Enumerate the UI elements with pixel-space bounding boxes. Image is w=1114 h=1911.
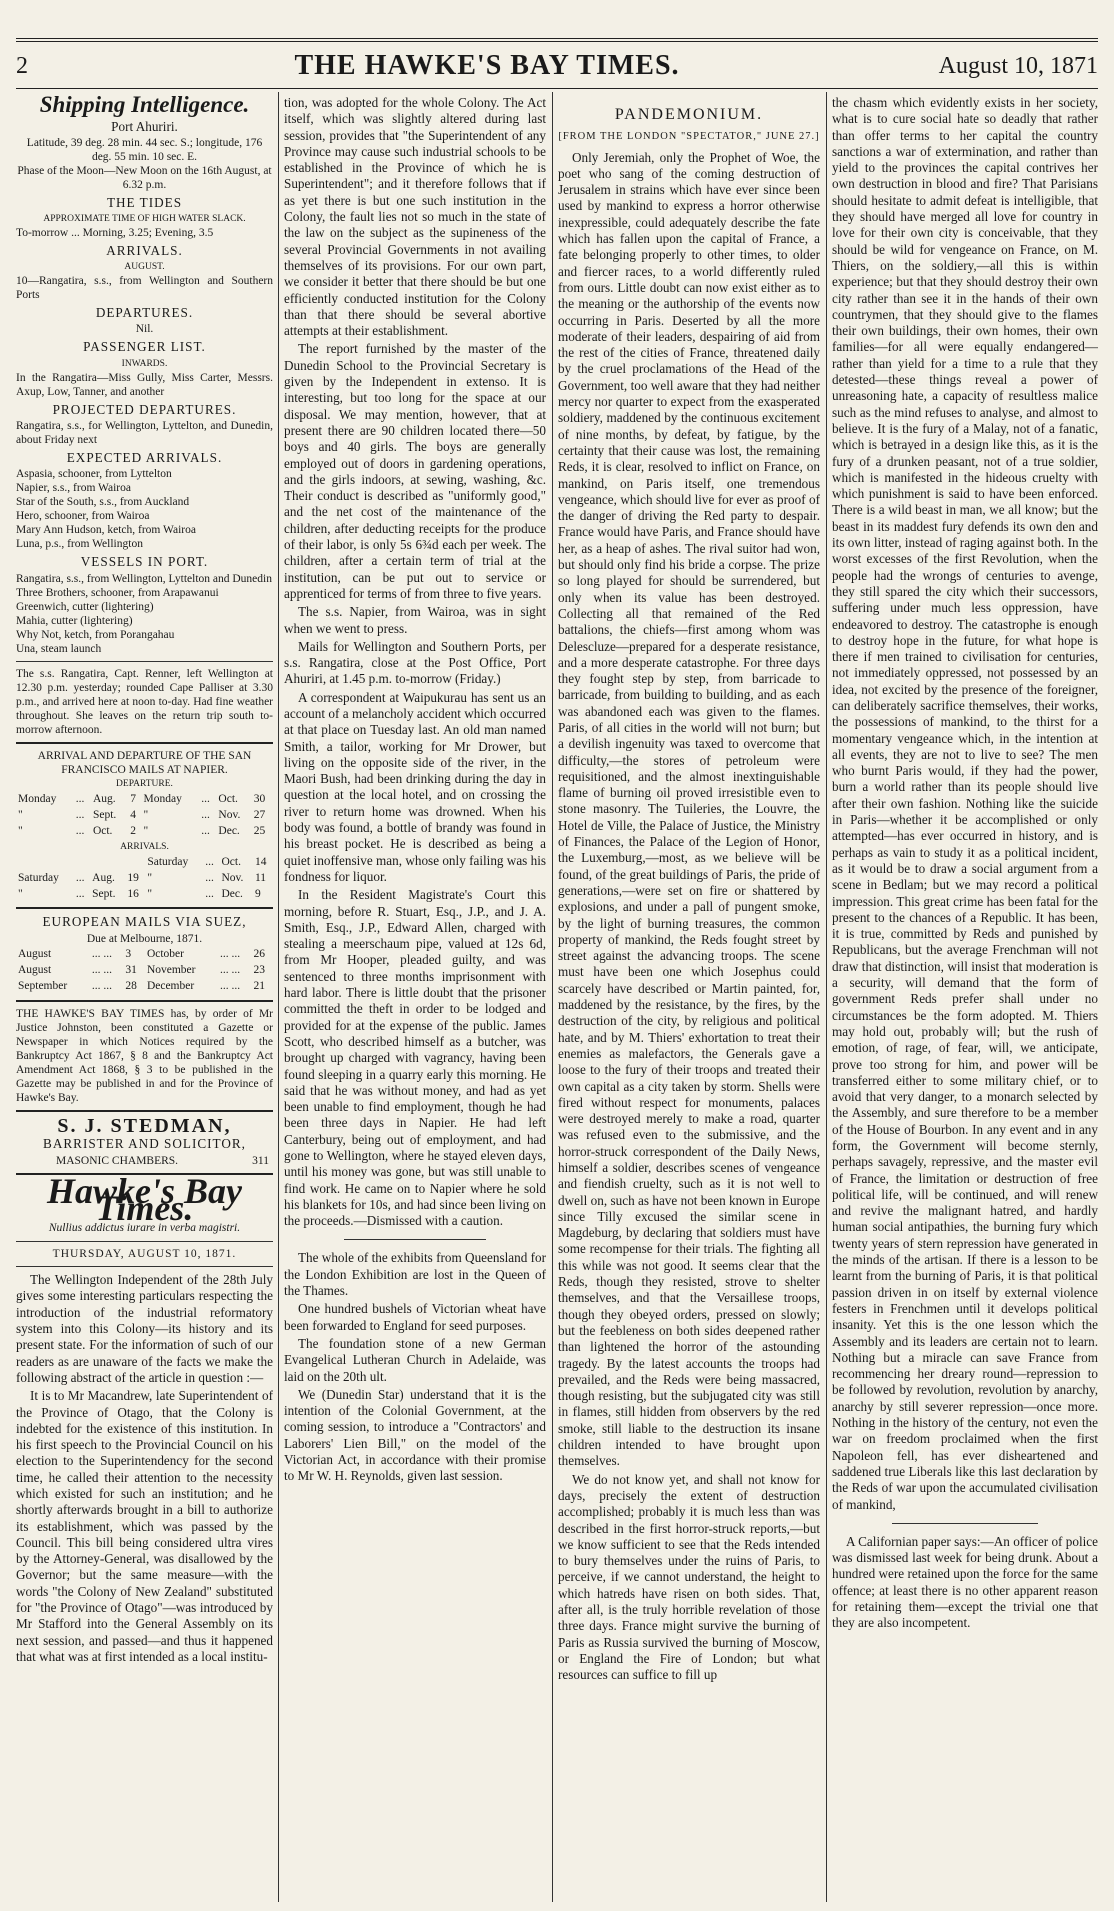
cell: 28	[125, 980, 137, 993]
chambers-label: MASONIC CHAMBERS.	[56, 1155, 179, 1168]
cell: "	[147, 871, 153, 884]
divider	[892, 1523, 1038, 1524]
expected-item: Mary Ann Hudson, ketch, from Wairoa	[16, 524, 196, 537]
paragraph: The whole of the exhibits from Queensland for the London Exhibition are lost in the Queen of the Thames.	[284, 1250, 546, 1299]
table-row	[16, 870, 273, 886]
cell: ... ...	[219, 947, 241, 960]
cell: ... ...	[91, 980, 113, 993]
table-row	[16, 791, 273, 807]
shipping-heading: Shipping Intelligence.	[39, 95, 250, 117]
cell: 7	[130, 792, 136, 805]
expected-item: Luna, p.s., from Wellington	[16, 538, 143, 551]
cell: 23	[253, 964, 265, 977]
table-row	[16, 962, 273, 978]
cell: Oct.	[92, 825, 113, 838]
departure-label: DEPARTURE.	[116, 778, 173, 789]
cell: Dec.	[221, 888, 243, 901]
table-row	[16, 807, 273, 823]
cell: 25	[253, 825, 266, 838]
paragraph: tion, was adopted for the whole Colony. The Act itself, which was slightly altered during last session, provides that "the Superintendent of any Province may cause such industrial schools to be established in the Province of which he is Superintendent"; and it therefore follows that if as yet there is but one such institution in the Colony, the fault lies not so much in the state of the law on the subject as the supineness of the several Provincial Governments in not availing themselves of its provisions. For our own part, we consider it better that there should be but one efficiently conducted institution for the Colony than that there should be several abortive attempts at their establishment.	[284, 95, 546, 339]
port-name: Port Ahuriri.	[111, 119, 178, 135]
tides-times: To-morrow ... Morning, 3.25; Evening, 3.5	[16, 226, 214, 239]
cell: 16	[127, 888, 139, 901]
cell: "	[147, 888, 153, 901]
expected-item: Aspasia, schooner, from Lyttelton	[16, 468, 172, 481]
arrivals-heading: ARRIVALS.	[106, 242, 183, 258]
cell: ...	[75, 808, 85, 821]
column-divider	[826, 92, 827, 1902]
cell: 19	[127, 871, 139, 884]
cell: ...	[201, 825, 210, 838]
divider	[344, 1239, 486, 1240]
cell: 31	[125, 964, 137, 977]
cell: November	[146, 964, 196, 977]
cell: ...	[201, 792, 210, 805]
tides-heading: THE TIDES	[106, 194, 183, 210]
cell: ... ...	[219, 964, 241, 977]
departures-heading: DEPARTURES.	[95, 305, 194, 321]
vessel-item: Why Not, ketch, from Porangahau	[16, 628, 175, 641]
cell: "	[18, 808, 23, 821]
cell: 27	[253, 808, 266, 821]
top-rule	[16, 38, 1098, 39]
vessel-item: Mahia, cutter (lightering)	[16, 614, 133, 627]
issue-date: August 10, 1871	[938, 52, 1098, 79]
cell: 11	[254, 871, 267, 884]
cell: 3	[125, 947, 132, 960]
eu-mails-table	[16, 946, 273, 995]
article-title: PANDEMONIUM.	[614, 106, 764, 123]
paragraph: A Californian paper says:—An officer of police was dismissed last week for being drunk. About a hundred were retained upon the force for the same offence; at least there is no other apparent reason for retaining them—except the trivial one that they are also incompetent.	[832, 1533, 1098, 1631]
paragraph: In the Resident Magistrate's Court this morning, before R. Stuart, Esq., J.P., and J. A. Smith, Esq., J.P., Edward Allen, charged with stealing a meerschaum pipe, valued at 12s 6d, from Mr Hooper, pleaded guilty, and was sentenced to three months imprisonment with hard labor. There is little doubt that the prisoner committed the theft in order to be lodged and provided for at the expense of the public. James Scott, who described himself as a butcher, was brought up charged with vagrancy, having been found sleeping in a quarry early this morning. He said that he was without money, and had as yet been unable to find employment, though he had been three days in Napier. He had left Canterbury, being out of employment, and had gone to Wellington, where he stayed eleven days, until his money was gone, but was still unable to find work. He came on to Napier where he sold his blankets for 10s, and had since been living on the proceeds.—Dismissed with a caution.	[284, 887, 546, 1229]
latitude: Latitude, 39 deg. 28 min. 44 sec. S.; longitude, 176 deg. 55 min. 10 sec. E.	[26, 136, 263, 163]
cell: ... ...	[91, 947, 113, 960]
top-rule-2	[16, 41, 1098, 42]
cell: August	[18, 964, 52, 977]
paragraph: The foundation stone of a new German Evangelical Lutheran Church in Adelaide, was laid on the 20th ult.	[284, 1335, 546, 1384]
masthead: THE HAWKE'S BAY TIMES.	[294, 50, 680, 81]
month-label: AUGUST.	[124, 262, 165, 273]
vessel-item: Three Brothers, schooner, from Arapawanui	[16, 586, 219, 599]
cell	[125, 854, 145, 870]
eu-mails-sub: Due at Melbourne, 1871.	[86, 932, 203, 945]
paragraph: It is to Mr Macandrew, late Superintendent of the Province of Otago, that the Colony is indebted for the existence of this institution. In his first speech to the Provincial Council on his election to the Superintendency for the second time, he called their attention to the necessity which existed for such an institution; and he shortly afterwards brought in a bill to authorize its establishment, which was passed by the Council. This bill being considered ultra vires by the Attorney-General, was disallowed by the Governor; but the same measure—with the words "the Colony of New Zealand" substituted for "the Province of Otago"—was introduced by Mr Stafford into the General Assembly on its next session, and passed—and thus it happened that what was at first intended as a local institu-	[16, 1388, 273, 1664]
paragraph: Mails for Wellington and Southern Ports, per s.s. Rangatira, close at the Post Office, Port Ahuriri, at 1.45 p.m. to-morrow (Friday.)	[284, 638, 546, 687]
advert-profession: BARRISTER AND SOLICITOR,	[43, 1135, 246, 1151]
cell: Oct.	[218, 792, 238, 805]
cell: August	[18, 947, 52, 960]
cell: "	[143, 825, 149, 838]
passenger-heading: PASSENGER LIST.	[83, 339, 206, 355]
paragraph: the chasm which evidently exists in her society, what is to cure social hate so deadly that rather than offer terms to her capital the country sanctions a war of extermination, and rather than yield to the provinces the capital contrives her own destruction in blood and fire? That Parisians should hesitate to admit defeat is intelligible, that they should have merged all love for country in love for their own city is conceivable, that they should be wild for vengeance on France, on M. Thiers, on the soldiery,—all this is within experience; but that they should destroy their own city rather than see it in the hands of their own countrymen, that they should give to the flames their own buildings, their own homes, their own families—for all were equally endangered—rather than yield for a time to a rule that they detested—these things reveal a power of unreasoning hate, a capacity of resultless malice such as the mind refuses to analyse, and almost to believe. It is the fury of a Malay, not of a fanatic, which is betrayed in a design like this, as it is the fury of a drunken peasant, not of a true soldier, which is manifested in the hideous cruelty with which punishment is said to have been enforced. There is a wild beast in man, we all know; but the beast in its maddest fury defends its own den and its own litter, instead of raging against both. In the worst excesses of the first Revolution, when the people had the wrongs of centuries to avenge, they still spared the city which their successors, suffering under much less oppression, have endeavored to destroy. The catastrophe is enough to destroy hope in the future, for what hope is there if men trained to civilisation for centuries, not immediately oppressed, not possessed by an idea, not excited by the presence of the foreigner, can deliberately sacrifice themselves, their works, the possessions of mankind, to the thirst for a momentary vengeance which, in the intention at all events, they are not to live to see? The men who burnt Paris would, if they had the power, burn a world rather than its people should live after their own fashion. Nothing like the suicide in Paris—whether it be accomplished or only attempted—has ever occurred in history, and is perhaps as vain to study it as a political incident, as it would be to draw a social argument from a scene in Bedlam; but we may record a political impression. This great crime has been fatal for the present to the chances of a Republic. It has been, it is true, committed by Reds and punished by Republicans, but the average Frenchman will not draw that distinction, will insist that moderation is a security, will demand that the form of government Reds prefer shall under no circumstances be the form adopted. M. Thiers may hold out, probably will; but the rush of emotion, of rage, of fear, will, we anticipate, prove too strong for him, and power will be transferred either to some military chief, or to avoid that very danger, to a monarch selected by the Assembly, and sure therefore to be a member of the House of Bourbon. In any event and in any form, the Government will become sternly, perhaps savagely, repressive, and the master evil of France, the limitation or destruction of free political life, will be continued, and will renew and revive the malignant hatred, and hardly human social antipathies, the burning fury which twenty years of stern repression have generated in the minds of the artisan. If there is a lesson to be learnt from the burning of Paris, it is that political passion driven in on itself by external violence festers in Frenchmen until it develops political insanity. Yet this is the one lesson which the Assembly and its leaders are certain not to learn. Nothing but a miracle can save France from recommencing her dreary round—repression to be followed by revolution, revolution by anarchy, anarchy by still severer repression—once more. Nothing in the history of the century, not even the war on freedom proclaimed when the first Napoleon fell, has ever disheartened and saddened true Liberals like this last declaration by the Reds of war upon the accumulated civilisation of mankind,	[832, 95, 1098, 1512]
rangatira-note: The s.s. Rangatira, Capt. Renner, left Wellington at 12.30 p.m. yesterday; rounded Cape Palliser at 3.30 p.m., and arrived here at noon to-day. Had fine weather throughout. She leaves on the return trip south to-morrow afternoon.	[16, 667, 273, 736]
cell: ...	[75, 871, 85, 884]
table-row	[16, 978, 273, 994]
cell: "	[18, 888, 23, 901]
moon-phase: Phase of the Moon—New Moon on the 16th August, at 6.32 p.m.	[17, 164, 272, 191]
cell: Saturday	[18, 871, 59, 884]
vessel-item: Una, steam launch	[16, 642, 102, 655]
divider	[16, 1266, 273, 1267]
column-divider	[278, 92, 279, 1902]
column-news	[284, 95, 546, 1900]
article-source: [FROM THE LONDON "SPECTATOR," JUNE 27.]	[558, 131, 820, 143]
paragraph: The report furnished by the master of the Dunedin School to the Provincial Secretary is given by the Independent in extenso. It is interesting, but too long for the space at our disposal. We may mention, however, that at present there are 90 children located there—50 boys and 40 girls. The boys are generally employed out of doors in gardening operations, and the girls indoors, at sewing, washing, &c. Their conduct is described as "uniformly good," and the net cost of the maintenance of the children, after deducting receipts for the produce of their labor, is only 5s 6¾d each per week. The children, after a certain term of trial at the institution, can be put out to service or apprenticed for terms of from three to five years.	[284, 341, 546, 601]
page-header	[16, 46, 1098, 86]
cell: ...	[75, 792, 85, 805]
page-number: 2	[16, 52, 28, 79]
sf-arrival-table	[16, 854, 273, 903]
cell: Oct.	[221, 855, 241, 868]
vessels-heading: VESSELS IN PORT.	[80, 554, 209, 570]
cell: ...	[201, 808, 210, 821]
cell: ...	[75, 825, 85, 838]
advert-address	[16, 1152, 273, 1168]
sf-departure-table	[16, 791, 273, 840]
table-row	[16, 823, 273, 839]
eu-mails-heading: EUROPEAN MAILS VIA SUEZ,	[42, 914, 247, 930]
divider	[16, 1110, 273, 1112]
projected-heading: PROJECTED DEPARTURES.	[52, 401, 237, 417]
cell: Monday	[18, 792, 57, 805]
divider	[16, 661, 273, 662]
column-pandemonium	[558, 95, 820, 1900]
arrivals-label: ARRIVALS.	[120, 841, 169, 852]
cell: ...	[205, 855, 214, 868]
table-row	[16, 886, 273, 902]
column-divider	[552, 92, 553, 1902]
projected-entry: Rangatira, s.s., for Wellington, Lyttelton, and Dunedin, about Friday next	[16, 420, 273, 447]
cell: 26	[253, 947, 265, 960]
expected-item: Hero, schooner, from Wairoa	[16, 510, 150, 523]
cell: 9	[254, 888, 261, 901]
vessel-item: Greenwich, cutter (lightering)	[16, 600, 154, 613]
cell: 14	[254, 855, 267, 868]
paragraph: The s.s. Napier, from Wairoa, was in sight when we went to press.	[284, 604, 546, 636]
paragraph: One hundred bushels of Victorian wheat have been forwarded to England for seed purposes.	[284, 1301, 546, 1333]
expected-item: Star of the South, s.s., from Auckland	[16, 496, 190, 509]
passenger-entry: In the Rangatira—Miss Gully, Miss Carter, Messrs. Axup, Low, Tanner, and another	[16, 371, 273, 398]
cell: Dec.	[218, 825, 240, 838]
paragraph: Only Jeremiah, only the Prophet of Woe, the poet who sang of the coming destruction of Jerusalem in strains which have ever since been used by mankind to express a horror otherwise inexpressible, could adequately describe the fate which has fallen upon the capital of France, a fate belonging properly to other times, to older and fiercer races, to a world differently ruled from ours. Little doubt can now exist either as to the meaning or the authorship of the events now occurring in Paris. Deserted by all the more moderate of their leaders, despairing of aid from the rest of the cities of France, threatened daily by the cruel proclamations of the Head of the Government, too well aware that they had neither mercy nor quarter to expect from the exasperated soldiery, maddened by the continuous excitement of nine months, by defeat, by fatigue, by the certainty that their cause was lost, the remaining Reds, it is clear, resolved to inflict on France, on mankind, on Paris itself, one tremendous vengeance, which should live for ever as proof of the danger of driving the Red party to despair. France would have Paris, and France should have her, as a heap of ashes. The rival suitor had won, but should only find his bride a corpse. The prize so long played for should be surrendered, but only when its value has been destroyed. Collecting all that remained of the Red battalions, the chiefs—first among whom was Delescluze—prepared for a desperate resistance, and a more desperate catastrophe. For three days they fought step by step, from barricade to barricade, from building to building, and as each was abandoned each was given to the flames. Paris, of all cities in the world will not burn; but a devilish ingenuity was taxed to overcome that difficulty,—the stores of petroleum were requisitioned, and the almost inextinguishable flame of burning oil proved irresistible even to stone masonry. The Tuileries, the Louvre, the Hotel de Ville, the Palace of Justice, the Ministry of Finances, the Palace of the Legion of Honor, the Luxemburg,—most, as we believe will be found, of the great buildings of Paris, the pride of generations,—were set on fire or shattered by explosions, and under a pall of pungent smoke, by the light of burning treasures, the common property of mankind, the Reds fought street by street against the advancing troops. The scene must have been one which Josephus could scarcely have described or Martin painted, for, maddened by the resistance, by the fires, by the destruction of the city, by religious and political hate, and by M. Thiers' exhortation to treat their enemies as malefactors, the Generals gave a loose to the fury of their troops and treated their own capital as a city taken by storm. Shells were fired without respect for monuments, palaces were destroyed merely to make a road, quarter was refused even to the submissive, and the horror-struck correspondent of the Daily News, himself a soldier, describes scenes of vengeance and fiendish cruelty, such as it is not well to dwell on, such as have not been known in Europe since Tilly excused the similar scene in Magdeburg, by declaring that soldiers must have some recompense for their trials. The fighting all this while was not good. It seems clear that the Reds, though they resisted, strove to shelter themselves, and that the Versaillese troops, though they obeyed orders, pressed on slowly; but the feebleness on both sides deepened rather than lightened the horror of the astounding tragedy. By the latest accounts the troops had prevailed, and the Reds were being massacred, though resisting, but the subjugated city was still in flames, still hidden from observers by the red smoke, still liable to the destruction its insane children intended to have brought upon themselves.	[558, 149, 820, 1469]
paper-title: Hawke's Bay Times.	[47, 1171, 242, 1228]
cell: ... ...	[219, 980, 241, 993]
paragraph: The Wellington Independent of the 28th July gives some interesting particulars respecting the introduction of the industrial reformatory system into this Colony—its history and its present state. For the information of such of our readers as are unaware of the facts we make the following abstract of the article in question :—	[16, 1272, 273, 1385]
column-pandemonium-cont	[832, 95, 1098, 1900]
paragraph: We do not know yet, and shall not know for days, precisely the extent of destruction accomplished; probably it is much less than was described in the first horror-struck reports,—but we know sufficient to see that the Reds intended to bury themselves under the ruins of Paris, to perceive, if we cannot understand, the height to which hatreds have risen on both sides. That, after all, is the truly horrible revelation of those three days. France might survive the burning of Paris as Russia survived the burning of Moscow, or England the Fire of London; but what resources can suffice to fill up	[558, 1471, 820, 1683]
paragraph: We (Dunedin Star) understand that it is the intention of the Colonial Government, at the coming session, to introduce a "Contractors' and Laborers' Lien Bill," on the model of the Victorian Act, in accordance with their promise to Mr W. H. Reynolds, given last session.	[284, 1386, 546, 1484]
vessel-item: Rangatira, s.s., from Wellington, Lyttelton and Dunedin	[16, 572, 272, 585]
column-shipping	[16, 95, 273, 1900]
expected-heading: EXPECTED ARRIVALS.	[66, 450, 223, 466]
cell: Nov.	[218, 808, 241, 821]
gazette-notice: THE HAWKE'S BAY TIMES has, by order of Mr Justice Johnston, been constituted a Gazette or Newspaper in which Notices required by the Bankruptcy Act 1867, § 8 and the Bankruptcy Act Amendment Act 1868, § 3 to be published in the Gazette may be published in and for the Province of Hawke's Bay.	[16, 1007, 273, 1104]
cell: Aug.	[92, 792, 116, 805]
header-rule	[16, 88, 1098, 89]
motto: Nullius addictus iurare in verba magistri.	[48, 1221, 241, 1234]
cell	[90, 854, 125, 870]
sf-mails-heading: ARRIVAL AND DEPARTURE OF THE SAN FRANCISCO MAILS AT NAPIER.	[37, 749, 252, 776]
cell	[16, 854, 74, 870]
chambers-number: 311	[252, 1155, 269, 1168]
divider	[16, 1000, 273, 1002]
cell: September	[18, 980, 68, 993]
cell: 21	[253, 980, 265, 993]
expected-item: Napier, s.s., from Wairoa	[16, 482, 131, 495]
tides-subheading: APPROXIMATE TIME OF HIGH WATER SLACK.	[43, 213, 246, 224]
cell: ...	[75, 888, 85, 901]
cell: ...	[205, 888, 214, 901]
cell: Nov.	[221, 871, 244, 884]
cell: October	[146, 947, 184, 960]
divider	[16, 1241, 273, 1242]
cell: Sept.	[92, 888, 116, 901]
cell: ...	[205, 871, 214, 884]
divider	[16, 742, 273, 744]
cell: ... ...	[91, 964, 113, 977]
departures-nil: Nil.	[135, 323, 154, 336]
cell	[74, 854, 90, 870]
cell: "	[143, 808, 149, 821]
table-row	[16, 854, 273, 870]
paragraph: A correspondent at Waipukurau has sent us an account of a melancholy accident which occurred at that place on Tuesday last. An old man named Smith, a tailor, working for Mr Drower, but living on the opposite side of the river, in the Maori Bush, had been drinking during the day in question at the local hotel, and on crossing the river to return home was drowned. When his body was found, a bottle of brandy was found in his breast pocket. He is described as being a quiet inoffensive man, whose only failing was his fondness for liquor.	[284, 689, 546, 884]
table-row	[16, 946, 273, 962]
cell: Aug.	[92, 871, 115, 884]
advert-name: S. J. STEDMAN,	[57, 1114, 232, 1137]
cell: 30	[253, 792, 266, 805]
arrival-entry: 10—Rangatira, s.s., from Wellington and Southern Ports	[16, 275, 273, 302]
cell: Monday	[143, 792, 182, 805]
divider	[16, 907, 273, 909]
cell: December	[146, 980, 195, 993]
cell: "	[18, 825, 23, 838]
cell: 4	[130, 808, 136, 821]
cell: 2	[130, 825, 136, 838]
cell: Saturday	[147, 855, 189, 868]
issue-day: THURSDAY, AUGUST 10, 1871.	[52, 1248, 237, 1261]
inwards-label: INWARDS.	[121, 358, 168, 369]
cell: Sept.	[92, 808, 117, 821]
